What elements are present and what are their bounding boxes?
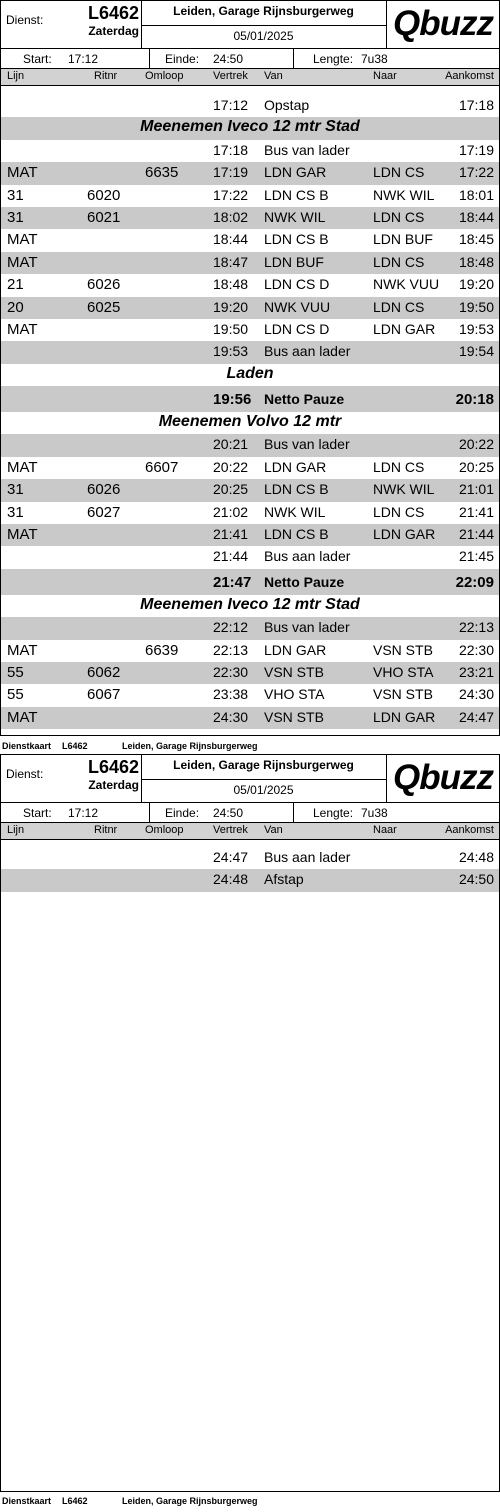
location-title: Leiden, Garage Rijnsburgerweg <box>173 4 354 18</box>
departure-time: 18:02 <box>213 208 249 225</box>
arrival-time: 22:13 <box>458 619 494 636</box>
section-header-row <box>1 595 499 617</box>
trip-row <box>1 229 499 251</box>
trip-number-cell: 6021 <box>87 208 121 226</box>
col-ritnr: Ritnr <box>94 70 118 82</box>
from-stop: Bus van lader <box>264 436 350 453</box>
departure-time: 17:22 <box>213 186 249 203</box>
section-header-row <box>1 412 499 434</box>
trip-list <box>1 847 499 892</box>
block-cell: 6607 <box>145 458 179 476</box>
arrival-time: 24:30 <box>458 686 494 703</box>
block-cell: 6639 <box>145 641 179 659</box>
arrival-time: 19:50 <box>458 298 494 315</box>
col-aankomst: Aankomst <box>445 824 494 836</box>
from-stop: VSN STB <box>264 663 324 680</box>
arrival-time: 22:30 <box>458 641 494 658</box>
arrival-time: 17:19 <box>458 141 494 158</box>
to-stop: LDN GAR <box>373 320 436 337</box>
page-footer <box>0 1496 500 1508</box>
divider <box>149 803 150 822</box>
departure-time: 18:48 <box>213 276 249 293</box>
trip-row <box>1 707 499 729</box>
footer-code: L6462 <box>62 1496 88 1506</box>
trip-list <box>1 95 499 729</box>
pause-row <box>1 386 499 412</box>
trip-number-cell: 6027 <box>87 503 121 521</box>
to-stop: LDN CS <box>373 503 425 520</box>
from-stop: NWK WIL <box>264 208 326 225</box>
line-cell: 20 <box>7 298 24 316</box>
departure-time: 17:19 <box>213 164 249 181</box>
col-vertrek: Vertrek <box>213 70 248 82</box>
dienstkaart-page-2 <box>0 754 500 1492</box>
line-cell: MAT <box>7 641 38 659</box>
col-vertrek: Vertrek <box>213 824 248 836</box>
departure-time: 23:38 <box>213 686 249 703</box>
to-stop: NWK WIL <box>373 481 435 498</box>
line-cell: 31 <box>7 481 24 499</box>
divider <box>293 49 294 68</box>
from-stop: Bus aan lader <box>264 343 351 360</box>
line-cell: MAT <box>7 231 38 249</box>
footer-code: L6462 <box>62 741 88 751</box>
trip-row <box>1 502 499 524</box>
col-ritnr: Ritnr <box>94 824 118 836</box>
to-stop: LDN CS <box>373 298 425 315</box>
departure-time: 21:41 <box>213 526 249 543</box>
arrival-time: 24:47 <box>458 708 494 725</box>
column-headers <box>1 69 499 86</box>
trip-row <box>1 274 499 296</box>
einde-label: Einde: <box>165 52 200 66</box>
departure-time: 24:30 <box>213 708 249 725</box>
card-header <box>1 1 499 49</box>
activity-label: Netto Pauze <box>264 391 345 408</box>
trip-row <box>1 640 499 662</box>
col-omloop: Omloop <box>145 70 184 82</box>
trip-row <box>1 434 499 456</box>
arrival-time: 24:50 <box>458 871 494 888</box>
from-stop: VHO STA <box>264 686 325 703</box>
departure-time: 19:56 <box>213 391 252 409</box>
col-aankomst: Aankomst <box>445 70 494 82</box>
arrival-time: 21:44 <box>458 526 494 543</box>
departure-time: 18:47 <box>213 253 249 270</box>
to-stop: NWK VUU <box>373 276 440 293</box>
to-stop: LDN GAR <box>373 526 436 543</box>
from-stop: Afstap <box>264 871 304 888</box>
col-lijn: Lijn <box>7 70 25 82</box>
section-title: Laden <box>226 364 274 382</box>
from-stop: LDN CS B <box>264 186 329 203</box>
departure-time: 24:47 <box>213 849 249 865</box>
trip-row <box>1 847 499 869</box>
activity-label: Netto Pauze <box>264 573 345 590</box>
departure-time: 20:21 <box>213 436 249 453</box>
arrival-time: 21:41 <box>458 503 494 520</box>
dienst-code: L6462 <box>87 3 139 23</box>
divider <box>149 49 150 68</box>
departure-time: 19:20 <box>213 298 249 315</box>
trip-row <box>1 684 499 706</box>
to-stop: LDN CS <box>373 253 425 270</box>
arrival-time: 17:18 <box>458 97 494 113</box>
section-title: Meenemen Iveco 12 mtr Stad <box>140 118 360 136</box>
line-cell: MAT <box>7 320 38 338</box>
einde-value: 24:50 <box>213 806 244 820</box>
block-cell: 6635 <box>145 164 179 182</box>
lengte-value: 7u38 <box>361 52 388 66</box>
to-stop: LDN GAR <box>373 708 436 725</box>
trip-row <box>1 319 499 341</box>
departure-time: 22:12 <box>213 619 249 636</box>
from-stop: Opstap <box>264 97 310 113</box>
trip-row <box>1 140 499 162</box>
departure-time: 21:44 <box>213 548 249 565</box>
section-title: Meenemen Volvo 12 mtr <box>158 413 342 431</box>
line-cell: 31 <box>7 208 24 226</box>
trip-row <box>1 524 499 546</box>
to-stop: LDN CS <box>373 164 425 181</box>
to-stop: LDN BUF <box>373 231 433 248</box>
departure-time: 17:12 <box>213 97 249 113</box>
departure-time: 19:53 <box>213 343 249 360</box>
line-cell: 31 <box>7 503 24 521</box>
col-omloop: Omloop <box>145 824 184 836</box>
footer-label: Dienstkaart <box>2 1496 52 1506</box>
arrival-time: 24:48 <box>458 849 494 865</box>
to-stop: NWK WIL <box>373 186 435 203</box>
line-cell: 21 <box>7 276 24 294</box>
departure-time: 22:30 <box>213 663 249 680</box>
divider <box>141 25 386 26</box>
from-stop: LDN CS B <box>264 481 329 498</box>
arrival-time: 22:09 <box>455 573 494 591</box>
location-title: Leiden, Garage Rijnsburgerweg <box>173 758 354 772</box>
arrival-time: 20:25 <box>458 458 494 475</box>
from-stop: Bus aan lader <box>264 548 351 565</box>
from-stop: LDN GAR <box>264 641 327 658</box>
day-label: Zaterdag <box>88 24 139 38</box>
trip-number-cell: 6020 <box>87 186 121 204</box>
trip-row <box>1 457 499 479</box>
line-cell: 55 <box>7 686 24 704</box>
footer-label: Dienstkaart <box>2 741 52 751</box>
from-stop: LDN BUF <box>264 253 324 270</box>
line-cell: 31 <box>7 186 24 204</box>
departure-time: 22:13 <box>213 641 249 658</box>
dienst-label: Dienst: <box>6 767 44 781</box>
section-title: Meenemen Iveco 12 mtr Stad <box>140 595 360 613</box>
arrival-time: 18:44 <box>458 208 494 225</box>
shift-info-bar <box>1 49 499 69</box>
from-stop: Bus van lader <box>264 619 350 636</box>
start-value: 17:12 <box>68 806 99 820</box>
trip-row <box>1 297 499 319</box>
shift-info-bar <box>1 803 499 823</box>
from-stop: VSN STB <box>264 708 324 725</box>
to-stop: VSN STB <box>373 641 433 658</box>
from-stop: LDN GAR <box>264 164 327 181</box>
col-lijn: Lijn <box>7 824 25 836</box>
trip-number-cell: 6026 <box>87 276 121 294</box>
pause-row <box>1 569 499 595</box>
arrival-time: 17:22 <box>458 164 494 181</box>
from-stop: NWK VUU <box>264 298 331 315</box>
einde-label: Einde: <box>165 806 200 820</box>
line-cell: MAT <box>7 526 38 544</box>
line-cell: MAT <box>7 253 38 271</box>
qbuzz-logo: Qbuzz <box>393 4 493 43</box>
line-cell: 55 <box>7 663 24 681</box>
trip-number-cell: 6067 <box>87 686 121 704</box>
trip-row <box>1 162 499 184</box>
to-stop: LDN CS <box>373 458 425 475</box>
from-stop: LDN CS D <box>264 320 330 337</box>
trip-number-cell: 6062 <box>87 663 121 681</box>
page-footer <box>0 741 500 753</box>
dienst-label: Dienst: <box>6 13 44 27</box>
from-stop: LDN CS B <box>264 231 329 248</box>
arrival-time: 19:53 <box>458 320 494 337</box>
column-headers <box>1 823 499 840</box>
einde-value: 24:50 <box>213 52 244 66</box>
departure-time: 20:25 <box>213 481 249 498</box>
start-label: Start: <box>23 52 52 66</box>
arrival-time: 20:22 <box>458 436 494 453</box>
date-label: 05/01/2025 <box>233 29 294 43</box>
from-stop: Bus aan lader <box>264 849 351 865</box>
qbuzz-logo: Qbuzz <box>393 758 493 797</box>
col-van: Van <box>264 824 283 836</box>
trip-row <box>1 546 499 568</box>
from-stop: LDN CS D <box>264 276 330 293</box>
arrival-time: 18:48 <box>458 253 494 270</box>
dienstkaart-page-1 <box>0 0 500 736</box>
dienst-code: L6462 <box>87 757 139 777</box>
from-stop: Bus van lader <box>264 141 350 158</box>
departure-time: 21:47 <box>213 573 252 591</box>
divider <box>293 803 294 822</box>
col-naar: Naar <box>373 824 397 836</box>
trip-row <box>1 617 499 639</box>
trip-row <box>1 869 499 891</box>
departure-time: 18:44 <box>213 231 249 248</box>
lengte-label: Lengte: <box>313 806 354 820</box>
footer-location: Leiden, Garage Rijnsburgerweg <box>122 1496 258 1506</box>
arrival-time: 18:01 <box>458 186 494 203</box>
to-stop: VHO STA <box>373 663 434 680</box>
arrival-time: 23:21 <box>458 663 494 680</box>
departure-time: 19:50 <box>213 320 249 337</box>
from-stop: NWK WIL <box>264 503 326 520</box>
arrival-time: 19:20 <box>458 276 494 293</box>
trip-row <box>1 479 499 501</box>
to-stop: LDN CS <box>373 208 425 225</box>
arrival-time: 19:54 <box>458 343 494 360</box>
section-header-row <box>1 117 499 139</box>
start-label: Start: <box>23 806 52 820</box>
to-stop: VSN STB <box>373 686 433 703</box>
col-van: Van <box>264 70 283 82</box>
section-header-row <box>1 364 499 386</box>
card-header <box>1 755 499 803</box>
lengte-value: 7u38 <box>361 806 388 820</box>
arrival-time: 21:45 <box>458 548 494 565</box>
arrival-time: 21:01 <box>458 481 494 498</box>
line-cell: MAT <box>7 458 38 476</box>
line-cell: MAT <box>7 708 38 726</box>
trip-number-cell: 6025 <box>87 298 121 316</box>
trip-row <box>1 207 499 229</box>
trip-row <box>1 95 499 117</box>
col-naar: Naar <box>373 70 397 82</box>
line-cell: MAT <box>7 164 38 182</box>
trip-row <box>1 185 499 207</box>
from-stop: LDN GAR <box>264 458 327 475</box>
arrival-time: 20:18 <box>455 391 494 409</box>
lengte-label: Lengte: <box>313 52 354 66</box>
divider <box>141 779 386 780</box>
trip-row <box>1 662 499 684</box>
departure-time: 20:22 <box>213 458 249 475</box>
start-value: 17:12 <box>68 52 99 66</box>
day-label: Zaterdag <box>88 778 139 792</box>
departure-time: 17:18 <box>213 141 249 158</box>
trip-row <box>1 252 499 274</box>
from-stop: LDN CS B <box>264 526 329 543</box>
departure-time: 21:02 <box>213 503 249 520</box>
trip-row <box>1 341 499 363</box>
departure-time: 24:48 <box>213 871 249 888</box>
date-label: 05/01/2025 <box>233 783 294 797</box>
arrival-time: 18:45 <box>458 231 494 248</box>
trip-number-cell: 6026 <box>87 481 121 499</box>
footer-location: Leiden, Garage Rijnsburgerweg <box>122 741 258 751</box>
